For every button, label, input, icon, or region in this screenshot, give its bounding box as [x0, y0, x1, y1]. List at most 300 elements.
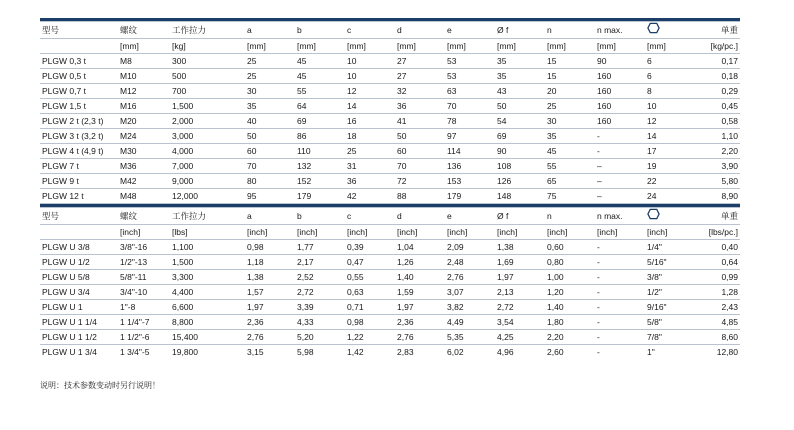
cell-dim-c: 0,71	[345, 300, 395, 315]
cell-dim-e: 3,82	[445, 300, 495, 315]
cell-unit-weight: 0,18	[695, 69, 740, 84]
cell-dim-d: 2,76	[395, 330, 445, 345]
cell-dim-f: 1,97	[495, 270, 545, 285]
metric-header-row	[40, 22, 740, 39]
cell-dim-e: 53	[445, 69, 495, 84]
unit-thread: [mm]	[118, 39, 170, 54]
cell-dim-a: 2,36	[245, 315, 295, 330]
cell-dim-c: 25	[345, 144, 395, 159]
cell-wrench-size: 24	[645, 189, 695, 204]
cell-wrench-size: 14	[645, 129, 695, 144]
cell-dim-b: 110	[295, 144, 345, 159]
table-row	[40, 54, 740, 69]
cell-model: PLGW 7 t	[40, 159, 118, 174]
cell-dim-f: 148	[495, 189, 545, 204]
cell-dim-c: 31	[345, 159, 395, 174]
unit-dim-e: [inch]	[445, 225, 495, 240]
imperial-header-row	[40, 208, 740, 225]
cell-dim-d: 72	[395, 174, 445, 189]
unit-unit-weight: [kg/pc.]	[695, 39, 740, 54]
cell-dim-f: 3,54	[495, 315, 545, 330]
cell-dim-d: 1,04	[395, 240, 445, 255]
cell-n-max: -	[595, 129, 645, 144]
cell-dim-b: 86	[295, 129, 345, 144]
cell-n-max: –	[595, 189, 645, 204]
cell-working-load: 4,000	[170, 144, 245, 159]
cell-n-max: 90	[595, 54, 645, 69]
cell-dim-n: 0,60	[545, 240, 595, 255]
table-row	[40, 240, 740, 255]
spec-table-body	[40, 18, 740, 359]
cell-working-load: 8,800	[170, 315, 245, 330]
cell-dim-e: 2,09	[445, 240, 495, 255]
cell-n-max: -	[595, 144, 645, 159]
cell-thread: M24	[118, 129, 170, 144]
cell-dim-d: 1,40	[395, 270, 445, 285]
header-dim-e: e	[445, 208, 495, 225]
cell-dim-f: 126	[495, 174, 545, 189]
cell-n-max: 160	[595, 114, 645, 129]
cell-n-max: -	[595, 330, 645, 345]
table-row	[40, 315, 740, 330]
footnote: 说明：技术参数变动时另行说明！	[40, 381, 160, 390]
table-row	[40, 285, 740, 300]
table-row	[40, 159, 740, 174]
cell-dim-d: 2,36	[395, 315, 445, 330]
cell-dim-a: 25	[245, 54, 295, 69]
table-row	[40, 99, 740, 114]
cell-dim-e: 153	[445, 174, 495, 189]
unit-dim-b: [inch]	[295, 225, 345, 240]
cell-dim-c: 0,47	[345, 255, 395, 270]
cell-dim-c: 10	[345, 69, 395, 84]
cell-dim-b: 1,77	[295, 240, 345, 255]
cell-working-load: 500	[170, 69, 245, 84]
cell-model: PLGW 2 t (2,3 t)	[40, 114, 118, 129]
cell-dim-d: 60	[395, 144, 445, 159]
cell-dim-n: 55	[545, 159, 595, 174]
cell-wrench-size: 9/16"	[645, 300, 695, 315]
cell-unit-weight: 4,85	[695, 315, 740, 330]
cell-model: PLGW U 1	[40, 300, 118, 315]
header-dim-n: n	[545, 208, 595, 225]
cell-wrench-size: 10	[645, 99, 695, 114]
cell-dim-e: 78	[445, 114, 495, 129]
cell-model: PLGW 0,7 t	[40, 84, 118, 99]
cell-dim-c: 0,39	[345, 240, 395, 255]
cell-dim-e: 97	[445, 129, 495, 144]
cell-dim-f: 90	[495, 144, 545, 159]
cell-working-load: 300	[170, 54, 245, 69]
cell-dim-a: 35	[245, 99, 295, 114]
cell-unit-weight: 8,60	[695, 330, 740, 345]
unit-working-load: [lbs]	[170, 225, 245, 240]
header-dim-c: c	[345, 208, 395, 225]
cell-dim-b: 2,52	[295, 270, 345, 285]
cell-unit-weight: 8,90	[695, 189, 740, 204]
cell-dim-c: 14	[345, 99, 395, 114]
cell-model: PLGW U 5/8	[40, 270, 118, 285]
table-row	[40, 255, 740, 270]
cell-unit-weight: 0,99	[695, 270, 740, 285]
cell-working-load: 6,600	[170, 300, 245, 315]
cell-dim-b: 55	[295, 84, 345, 99]
cell-dim-b: 5,20	[295, 330, 345, 345]
cell-n-max: –	[595, 159, 645, 174]
unit-wrench-size: [inch]	[645, 225, 695, 240]
cell-dim-n: 1,80	[545, 315, 595, 330]
cell-unit-weight: 0,64	[695, 255, 740, 270]
cell-dim-e: 179	[445, 189, 495, 204]
cell-thread: 1"-8	[118, 300, 170, 315]
header-dim-c: c	[345, 22, 395, 39]
header-dim-b: b	[295, 22, 345, 39]
cell-dim-d: 27	[395, 54, 445, 69]
cell-dim-n: 15	[545, 69, 595, 84]
cell-model: PLGW U 1 3/4	[42, 347, 97, 357]
unit-dim-c: [inch]	[345, 225, 395, 240]
cell-dim-b: 4,33	[295, 315, 345, 330]
cell-dim-c: 12	[345, 84, 395, 99]
cell-dim-f: 4,25	[495, 330, 545, 345]
hexagon-icon	[647, 208, 660, 220]
cell-dim-n: 1,00	[545, 270, 595, 285]
cell-working-load: 1,500	[170, 255, 245, 270]
metric-units-row	[40, 39, 740, 54]
cell-dim-d: 1,26	[395, 255, 445, 270]
cell-working-load: 9,000	[170, 174, 245, 189]
cell-dim-a: 50	[245, 129, 295, 144]
cell-dim-d: 41	[395, 114, 445, 129]
cell-dim-b: 2,72	[295, 285, 345, 300]
cell-dim-a: 1,97	[245, 300, 295, 315]
cell-dim-f: 69	[495, 129, 545, 144]
cell-dim-e: 4,49	[445, 315, 495, 330]
cell-model: PLGW U 1 1/2	[40, 330, 118, 345]
cell-unit-weight: 12,80	[716, 347, 738, 357]
cell-dim-c: 0,55	[345, 270, 395, 285]
header-dim-f: Ø f	[495, 22, 545, 39]
cell-dim-c: 0,98	[345, 315, 395, 330]
cell-working-load: 4,400	[170, 285, 245, 300]
cell-dim-f: 43	[495, 84, 545, 99]
cell-dim-c: 10	[345, 54, 395, 69]
cell-thread: 1 1/4"-7	[118, 315, 170, 330]
cell-dim-e: 70	[445, 99, 495, 114]
cell-dim-e: 5,35	[445, 330, 495, 345]
cell-dim-c: 1,42	[347, 347, 364, 357]
cell-model: PLGW 1,5 t	[40, 99, 118, 114]
cell-dim-a: 80	[245, 174, 295, 189]
cell-dim-n: 20	[545, 84, 595, 99]
header-dim-a: a	[245, 208, 295, 225]
cell-model: PLGW 4 t (4,9 t)	[40, 144, 118, 159]
cell-working-load: 1,500	[170, 99, 245, 114]
cell-dim-f: 50	[495, 99, 545, 114]
cell-working-load: 700	[170, 84, 245, 99]
cell-dim-a: 0,98	[245, 240, 295, 255]
cell-dim-n: 2,20	[545, 330, 595, 345]
header-unit-weight: 单重	[695, 208, 740, 225]
header-dim-b: b	[295, 208, 345, 225]
cell-wrench-size: 8	[645, 84, 695, 99]
cell-wrench-size: 5/8"	[645, 315, 695, 330]
cell-dim-e: 114	[445, 144, 495, 159]
cell-n-max: -	[597, 347, 600, 357]
cell-dim-n: 0,80	[545, 255, 595, 270]
cell-dim-b: 45	[295, 54, 345, 69]
cell-working-load: 3,000	[170, 129, 245, 144]
cell-n-max: 160	[595, 84, 645, 99]
cell-dim-f: 2,13	[495, 285, 545, 300]
header-dim-n: n	[545, 22, 595, 39]
unit-dim-e: [mm]	[445, 39, 495, 54]
cell-dim-n: 1,40	[545, 300, 595, 315]
cell-dim-d: 88	[395, 189, 445, 204]
cell-unit-weight: 0,40	[695, 240, 740, 255]
cell-model: PLGW U 3/8	[40, 240, 118, 255]
cell-dim-c: 36	[345, 174, 395, 189]
cell-dim-f: 54	[495, 114, 545, 129]
header-n-max: n max.	[595, 22, 645, 39]
table-row	[40, 69, 740, 84]
cell-dim-a: 1,18	[245, 255, 295, 270]
cell-working-load: 7,000	[170, 159, 245, 174]
cell-dim-b: 132	[295, 159, 345, 174]
cell-model: PLGW 3 t (3,2 t)	[40, 129, 118, 144]
cell-dim-n: 35	[545, 129, 595, 144]
cell-dim-e: 63	[445, 84, 495, 99]
cell-dim-b: 152	[295, 174, 345, 189]
unit-model	[40, 39, 118, 54]
cell-dim-c: 0,63	[345, 285, 395, 300]
cell-wrench-size: 19	[645, 159, 695, 174]
cell-dim-b: 2,17	[295, 255, 345, 270]
cell-dim-a: 2,76	[245, 330, 295, 345]
cell-model: PLGW U 1 1/4	[40, 315, 118, 330]
header-dim-f: Ø f	[495, 208, 545, 225]
cell-unit-weight: 0,29	[695, 84, 740, 99]
cell-dim-d: 70	[395, 159, 445, 174]
cell-n-max: -	[595, 240, 645, 255]
cell-thread: 5/8"-11	[118, 270, 170, 285]
cell-wrench-size: 12	[645, 114, 695, 129]
cell-dim-a: 25	[245, 69, 295, 84]
cell-working-load: 3,300	[170, 270, 245, 285]
cell-dim-f: 1,38	[495, 240, 545, 255]
cell-unit-weight: 1,28	[695, 285, 740, 300]
cell-dim-b: 45	[295, 69, 345, 84]
table-row	[40, 300, 740, 315]
cell-dim-c: 16	[345, 114, 395, 129]
cell-dim-f: 2,72	[495, 300, 545, 315]
table-row	[40, 84, 740, 99]
cell-n-max: -	[595, 300, 645, 315]
unit-wrench-size: [mm]	[645, 39, 695, 54]
cell-dim-d: 2,83	[397, 347, 414, 357]
cell-working-load: 2,000	[170, 114, 245, 129]
cell-dim-d: 1,59	[395, 285, 445, 300]
cell-thread: M30	[118, 144, 170, 159]
cell-dim-e: 3,07	[445, 285, 495, 300]
cell-dim-a: 1,38	[245, 270, 295, 285]
cell-model: PLGW 0,5 t	[40, 69, 118, 84]
header-unit-weight: 单重	[695, 22, 740, 39]
cell-dim-e: 2,48	[445, 255, 495, 270]
unit-dim-n: [inch]	[545, 225, 595, 240]
table-row	[40, 189, 740, 204]
cell-wrench-size: 3/8"	[645, 270, 695, 285]
header-dim-e: e	[445, 22, 495, 39]
cell-wrench-size: 17	[645, 144, 695, 159]
cell-unit-weight: 3,90	[695, 159, 740, 174]
cell-n-max: 160	[595, 69, 645, 84]
cell-dim-b: 179	[295, 189, 345, 204]
cell-n-max: -	[595, 270, 645, 285]
cell-dim-a: 3,15	[247, 347, 264, 357]
table-row	[40, 330, 740, 345]
cell-dim-n: 1,20	[545, 285, 595, 300]
unit-dim-d: [mm]	[395, 39, 445, 54]
unit-unit-weight: [lbs/pc.]	[695, 225, 740, 240]
cell-unit-weight: 0,58	[695, 114, 740, 129]
unit-dim-f: [inch]	[495, 225, 545, 240]
cell-dim-f: 108	[495, 159, 545, 174]
cell-model: PLGW U 3/4	[40, 285, 118, 300]
header-thread: 螺纹	[118, 208, 170, 225]
header-dim-d: d	[395, 208, 445, 225]
cell-dim-c: 18	[345, 129, 395, 144]
table-row	[40, 345, 740, 360]
unit-thread: [inch]	[118, 225, 170, 240]
unit-dim-a: [inch]	[245, 225, 295, 240]
cell-dim-n: 45	[545, 144, 595, 159]
unit-dim-f: [mm]	[495, 39, 545, 54]
cell-dim-c: 42	[345, 189, 395, 204]
header-n-max: n max.	[595, 208, 645, 225]
cell-wrench-size: 6	[645, 69, 695, 84]
cell-dim-f: 4,96	[497, 347, 514, 357]
unit-dim-d: [inch]	[395, 225, 445, 240]
cell-dim-b: 64	[295, 99, 345, 114]
cell-unit-weight: 2,43	[695, 300, 740, 315]
cell-wrench-size: 22	[645, 174, 695, 189]
header-thread: 螺纹	[118, 22, 170, 39]
cell-dim-d: 50	[395, 129, 445, 144]
cell-model: PLGW 9 t	[40, 174, 118, 189]
cell-unit-weight: 0,45	[695, 99, 740, 114]
cell-thread: 1 1/2"-6	[118, 330, 170, 345]
cell-dim-n: 2,60	[547, 347, 564, 357]
cell-working-load: 19,800	[172, 347, 198, 357]
table-row	[40, 114, 740, 129]
cell-thread: M48	[118, 189, 170, 204]
cell-unit-weight: 2,20	[695, 144, 740, 159]
spec-table-container	[40, 18, 740, 359]
cell-dim-b: 69	[295, 114, 345, 129]
cell-thread: 3/8"-16	[118, 240, 170, 255]
cell-dim-a: 95	[245, 189, 295, 204]
cell-n-max: -	[595, 315, 645, 330]
cell-dim-e: 6,02	[447, 347, 464, 357]
header-working-load: 工作拉力	[170, 208, 245, 225]
unit-dim-c: [mm]	[345, 39, 395, 54]
cell-dim-f: 1,69	[495, 255, 545, 270]
cell-unit-weight: 1,10	[695, 129, 740, 144]
cell-dim-d: 32	[395, 84, 445, 99]
cell-dim-n: 75	[545, 189, 595, 204]
cell-dim-a: 70	[245, 159, 295, 174]
cell-unit-weight: 5,80	[695, 174, 740, 189]
imperial-units-row	[40, 225, 740, 240]
unit-dim-b: [mm]	[295, 39, 345, 54]
header-working-load: 工作拉力	[170, 22, 245, 39]
unit-n-max: [inch]	[595, 225, 645, 240]
cell-dim-a: 30	[245, 84, 295, 99]
cell-dim-b: 5,98	[297, 347, 314, 357]
cell-dim-e: 53	[445, 54, 495, 69]
cell-thread: M16	[118, 99, 170, 114]
cell-dim-a: 60	[245, 144, 295, 159]
cell-dim-n: 25	[545, 99, 595, 114]
cell-thread: 1/2"-13	[118, 255, 170, 270]
cell-dim-e: 136	[445, 159, 495, 174]
table-row	[40, 174, 740, 189]
cell-dim-b: 3,39	[295, 300, 345, 315]
cell-dim-d: 1,97	[395, 300, 445, 315]
cell-working-load: 12,000	[170, 189, 245, 204]
spec-table	[40, 18, 740, 359]
table-row	[40, 270, 740, 285]
cell-dim-d: 36	[395, 99, 445, 114]
cell-n-max: -	[595, 255, 645, 270]
cell-dim-a: 40	[245, 114, 295, 129]
cell-dim-f: 35	[495, 69, 545, 84]
cell-wrench-size: 1/4"	[645, 240, 695, 255]
cell-dim-c: 1,22	[345, 330, 395, 345]
table-row	[40, 144, 740, 159]
cell-thread: M10	[118, 69, 170, 84]
cell-model: PLGW U 1/2	[40, 255, 118, 270]
cell-thread: 3/4"-10	[118, 285, 170, 300]
cell-thread: M36	[118, 159, 170, 174]
cell-thread: M42	[118, 174, 170, 189]
cell-wrench-size: 7/8"	[645, 330, 695, 345]
cell-wrench-size: 1/2"	[645, 285, 695, 300]
unit-dim-a: [mm]	[245, 39, 295, 54]
cell-model: PLGW 0,3 t	[40, 54, 118, 69]
cell-model: PLGW 12 t	[40, 189, 118, 204]
unit-working-load: [kg]	[170, 39, 245, 54]
cell-n-max: 160	[595, 99, 645, 114]
cell-dim-n: 15	[545, 54, 595, 69]
header-dim-d: d	[395, 22, 445, 39]
header-model: 型号	[40, 208, 118, 225]
cell-wrench-size: 1"	[647, 347, 655, 357]
cell-thread: 1 3/4"-5	[120, 347, 150, 357]
unit-model	[40, 225, 118, 240]
cell-thread: M12	[118, 84, 170, 99]
cell-dim-f: 35	[495, 54, 545, 69]
cell-thread: M20	[118, 114, 170, 129]
cell-wrench-size: 5/16"	[645, 255, 695, 270]
cell-working-load: 15,400	[170, 330, 245, 345]
header-dim-a: a	[245, 22, 295, 39]
cell-unit-weight: 0,17	[695, 54, 740, 69]
header-model: 型号	[40, 22, 118, 39]
unit-n-max: [mm]	[595, 39, 645, 54]
header-wrench-size	[645, 208, 695, 225]
